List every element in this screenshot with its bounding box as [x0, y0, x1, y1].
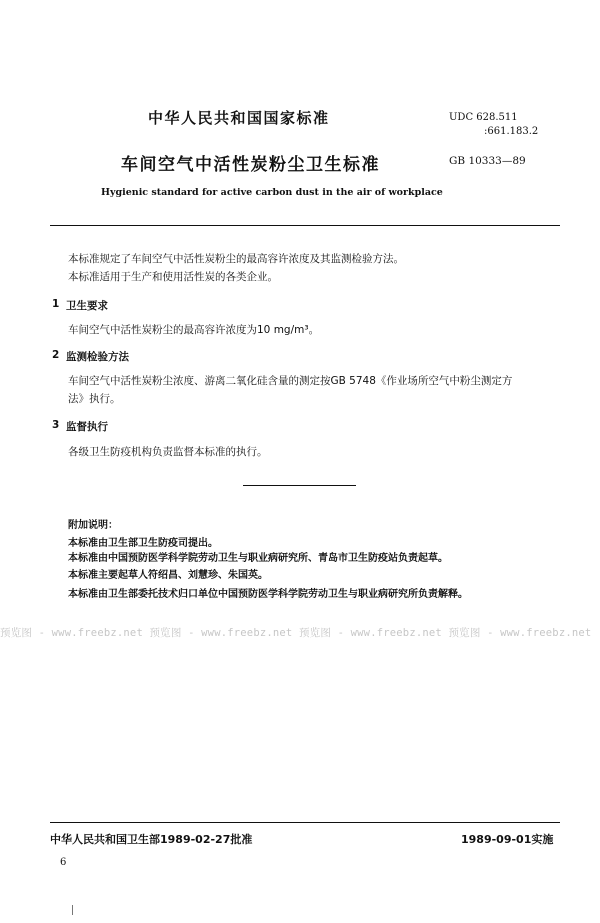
section-number: 2 [52, 349, 60, 361]
additional-note: 本标准由卫生部卫生防疫司提出。 [68, 538, 218, 549]
udc-code-line-2: :661.183.2 [484, 126, 539, 137]
document-title-english: Hygienic standard for active carbon dust in the air of workplace [101, 187, 443, 198]
additional-note: 本标准由中国预防医学科学院劳动卫生与职业病研究所、青岛市卫生防疫站负责起草。 [68, 553, 448, 564]
end-of-text-divider [243, 485, 356, 486]
preview-watermark: 预览图 - www.freebz.net 预览图 - www.freebz.net 预览图 - www.freebz.net 预览图 - www.freebz.net [0, 627, 592, 639]
section-body: 车间空气中活性炭粉尘的最高容许浓度为10 mg/m³。 [68, 324, 320, 336]
section-number: 3 [52, 419, 60, 431]
additional-notes-heading: 附加说明： [68, 520, 118, 531]
udc-code-line-1: UDC 628.511 [449, 112, 518, 123]
section-heading: 监督执行 [66, 421, 108, 433]
section-heading: 监测检验方法 [66, 351, 129, 363]
national-standard-title: 中华人民共和国国家标准 [148, 109, 330, 127]
section-body: 车间空气中活性炭粉尘浓度、游离二氧化硅含量的测定按GB 5748《作业场所空气中粉尘测定方 [68, 375, 513, 387]
implementation-date: 1989-09-01实施 [461, 833, 554, 846]
header-divider [50, 225, 560, 226]
gb-standard-code: GB 10333—89 [449, 155, 526, 167]
intro-paragraph: 本标准规定了车间空气中活性炭粉尘的最高容许浓度及其监测检验方法。 [68, 253, 404, 265]
footer-divider [50, 822, 560, 823]
scan-mark [72, 905, 73, 915]
section-heading: 卫生要求 [66, 300, 108, 312]
document-title-chinese: 车间空气中活性炭粉尘卫生标准 [121, 155, 380, 175]
intro-paragraph: 本标准适用于生产和使用活性炭的各类企业。 [68, 271, 278, 283]
additional-note: 本标准由卫生部委托技术归口单位中国预防医学科学院劳动卫生与职业病研究所负责解释。 [68, 589, 468, 600]
page-number: 6 [60, 857, 67, 868]
additional-note: 本标准主要起草人符绍昌、刘慧珍、朱国英。 [68, 570, 268, 581]
approval-issuer: 中华人民共和国卫生部1989-02-27批准 [50, 833, 253, 846]
section-body: 法》执行。 [68, 393, 121, 405]
section-number: 1 [52, 298, 60, 310]
section-body: 各级卫生防疫机构负责监督本标准的执行。 [68, 446, 268, 458]
